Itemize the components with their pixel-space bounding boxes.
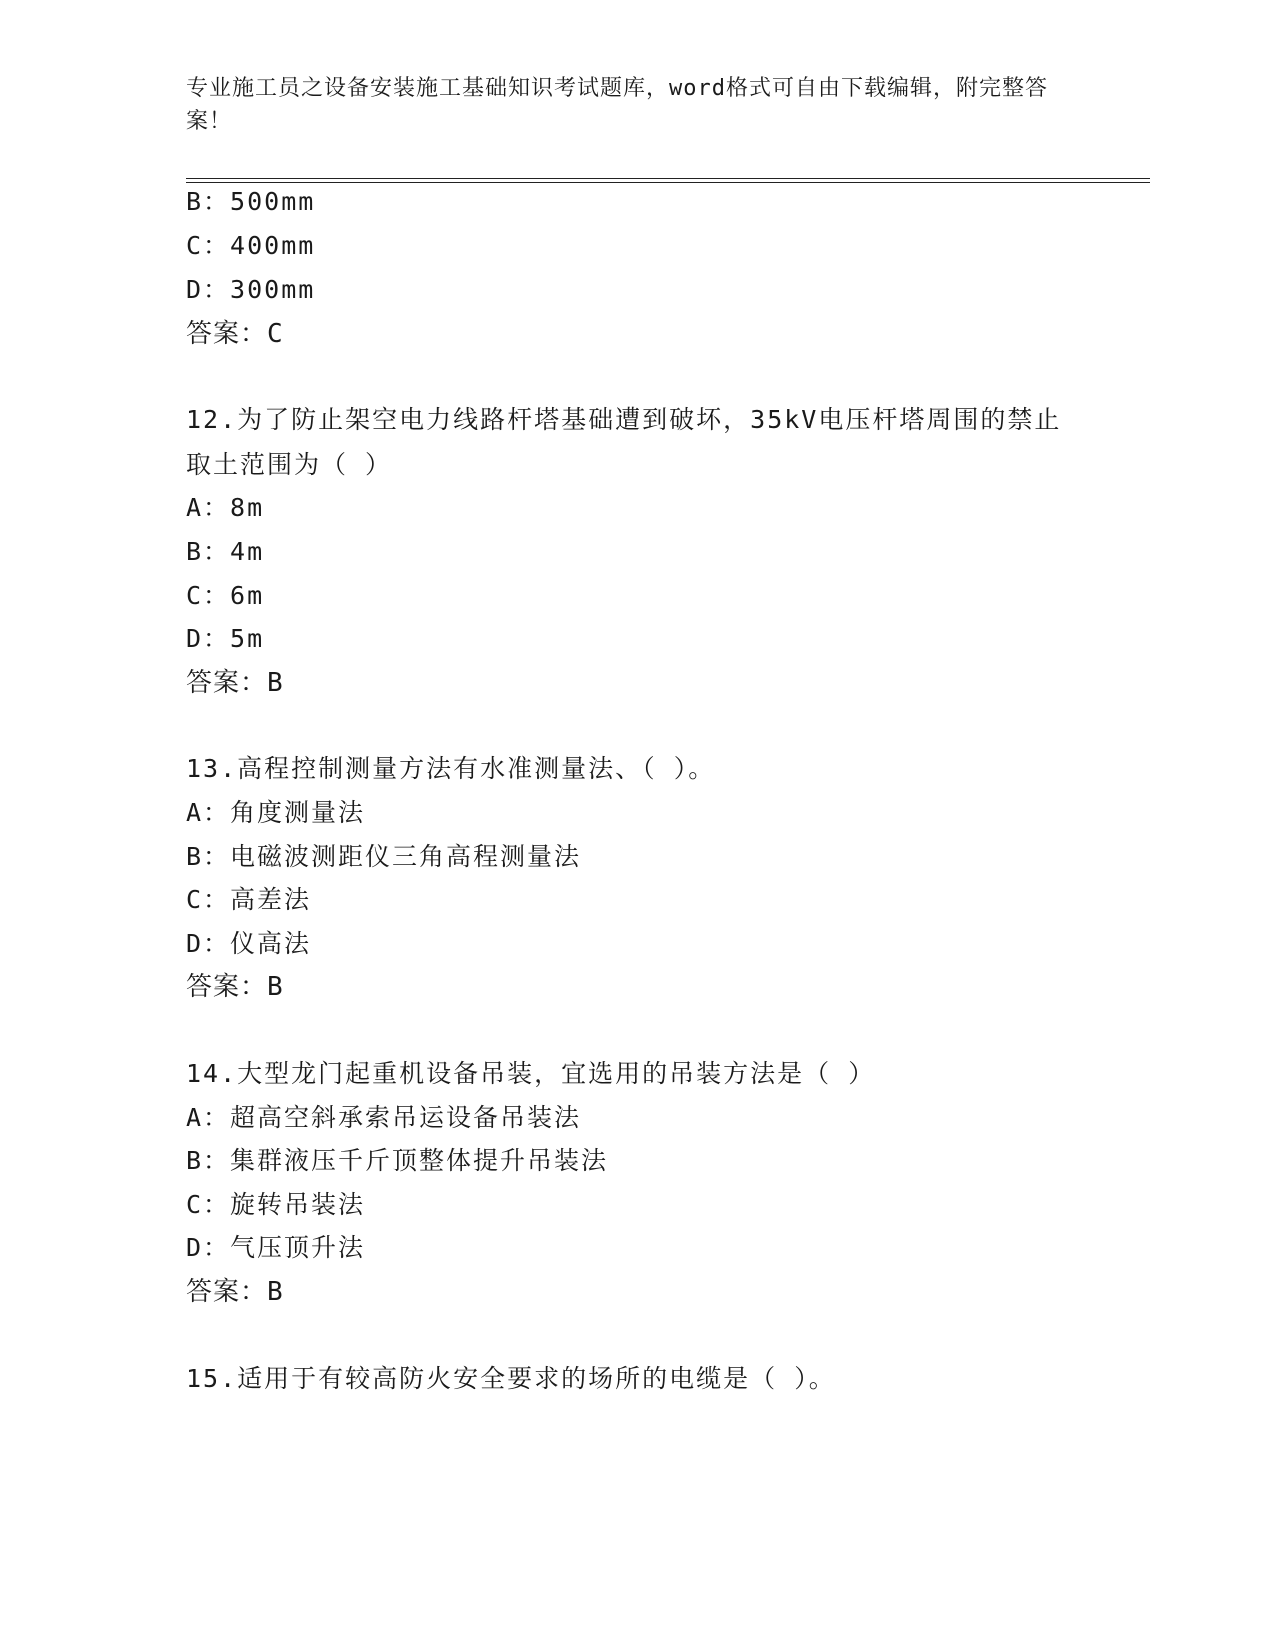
- answer-value: B: [267, 972, 284, 1002]
- header-divider: [186, 178, 1150, 183]
- answer-label: 答案：: [186, 1277, 268, 1307]
- option-d: D：300mm: [186, 275, 316, 304]
- q14-option-b: B：集群液压千斤顶整体提升吊装法: [186, 1146, 609, 1175]
- q12-option-d: D：5m: [186, 624, 265, 653]
- answer-line: [186, 318, 284, 350]
- q14-option-d: D：气压顶升法: [186, 1233, 366, 1262]
- q14-option-a: A：超高空斜承索吊运设备吊装法: [186, 1103, 582, 1132]
- q14-option-c: C：旋转吊装法: [186, 1190, 366, 1219]
- q13-option-a: A：角度测量法: [186, 798, 366, 827]
- q12-option-b: B：4m: [186, 537, 265, 566]
- q12-option-c: C：6m: [186, 581, 265, 610]
- page-header-title: 专业施工员之设备安装施工基础知识考试题库，word格式可自由下载编辑，附完整答案！: [186, 76, 1048, 134]
- q13-option-c: C：高差法: [186, 885, 312, 914]
- answer-label: 答案：: [186, 972, 268, 1002]
- q12-option-a: A：8m: [186, 493, 265, 522]
- question-15: 15.适用于有较高防火安全要求的场所的电缆是（ ）。: [186, 1364, 836, 1393]
- q13-answer-line: [186, 971, 284, 1003]
- q13-option-d: D：仪高法: [186, 929, 312, 958]
- answer-value: B: [267, 668, 284, 698]
- question-13: 13.高程控制测量方法有水准测量法、（ ）。: [186, 754, 716, 783]
- question-12: 12.为了防止架空电力线路杆塔基础遭到破坏，35kV电压杆塔周围的禁止取土范围为（ ）: [186, 405, 1062, 479]
- answer-value: C: [267, 319, 284, 349]
- answer-label: 答案：: [186, 668, 268, 698]
- question-14: 14.大型龙门起重机设备吊装，宜选用的吊装方法是（ ）: [186, 1059, 876, 1088]
- q14-answer-line: [186, 1276, 284, 1308]
- q12-answer-line: [186, 667, 284, 699]
- option-b: B：500mm: [186, 187, 316, 216]
- q13-option-b: B：电磁波测距仪三角高程测量法: [186, 842, 582, 871]
- option-c: C：400mm: [186, 231, 316, 260]
- answer-value: B: [267, 1277, 284, 1307]
- answer-label: 答案：: [186, 319, 268, 349]
